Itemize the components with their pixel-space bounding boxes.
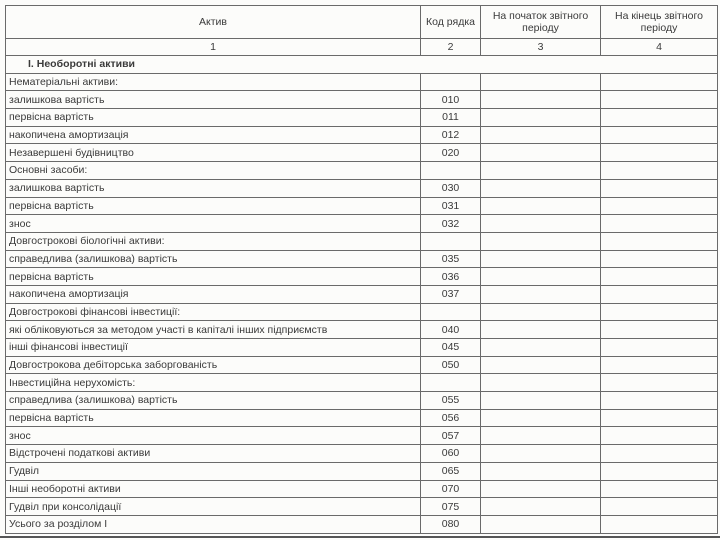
end-value-cell[interactable]	[601, 144, 718, 162]
table-row	[6, 215, 718, 233]
row-label: Основні засоби:	[6, 162, 421, 180]
end-value-cell[interactable]	[601, 427, 718, 445]
start-value-cell[interactable]	[481, 144, 601, 162]
end-value-cell[interactable]	[601, 339, 718, 357]
start-value-cell[interactable]	[481, 392, 601, 410]
row-label: інші фінансові інвестиції	[6, 339, 421, 357]
row-code: 037	[421, 285, 481, 303]
row-code: 070	[421, 480, 481, 498]
row-label: первісна вартість	[6, 109, 421, 127]
row-label: залишкова вартість	[6, 179, 421, 197]
row-code: 050	[421, 356, 481, 374]
table-row	[6, 162, 718, 180]
column-number: 4	[601, 39, 718, 56]
balance-sheet	[5, 5, 717, 534]
end-value-cell[interactable]	[601, 409, 718, 427]
end-value-cell[interactable]	[601, 515, 718, 533]
start-value-cell[interactable]	[481, 232, 601, 250]
row-code: 075	[421, 498, 481, 516]
row-label: первісна вартість	[6, 268, 421, 286]
table-row	[6, 356, 718, 374]
section-title: І. Необоротні активи	[6, 56, 718, 74]
end-value-cell[interactable]	[601, 285, 718, 303]
table-row	[6, 339, 718, 357]
row-code: 065	[421, 462, 481, 480]
table-row	[6, 445, 718, 463]
column-number-row	[6, 39, 718, 56]
start-value-cell[interactable]	[481, 445, 601, 463]
row-label: первісна вартість	[6, 197, 421, 215]
row-code: 080	[421, 515, 481, 533]
start-value-cell[interactable]	[481, 179, 601, 197]
start-value-cell[interactable]	[481, 374, 601, 392]
table-header-row	[6, 6, 718, 39]
row-code: 057	[421, 427, 481, 445]
end-value-cell[interactable]	[601, 91, 718, 109]
table-row	[6, 303, 718, 321]
end-value-cell[interactable]	[601, 197, 718, 215]
end-value-cell[interactable]	[601, 109, 718, 127]
end-value-cell[interactable]	[601, 498, 718, 516]
start-value-cell[interactable]	[481, 427, 601, 445]
row-label: накопичена амортизація	[6, 126, 421, 144]
start-value-cell[interactable]	[481, 109, 601, 127]
row-label: справедлива (залишкова) вартість	[6, 250, 421, 268]
row-code: 055	[421, 392, 481, 410]
row-code: 020	[421, 144, 481, 162]
start-value-cell[interactable]	[481, 285, 601, 303]
table-row	[6, 179, 718, 197]
table-row	[6, 480, 718, 498]
row-label: знос	[6, 215, 421, 233]
row-code: 045	[421, 339, 481, 357]
start-value-cell[interactable]	[481, 162, 601, 180]
end-value-cell[interactable]	[601, 303, 718, 321]
end-value-cell[interactable]	[601, 73, 718, 91]
table-row	[6, 498, 718, 516]
end-value-cell[interactable]	[601, 268, 718, 286]
end-value-cell[interactable]	[601, 356, 718, 374]
end-value-cell[interactable]	[601, 179, 718, 197]
start-value-cell[interactable]	[481, 73, 601, 91]
header-code: Код рядка	[421, 6, 481, 39]
start-value-cell[interactable]	[481, 321, 601, 339]
end-value-cell[interactable]	[601, 480, 718, 498]
row-code	[421, 162, 481, 180]
row-label: залишкова вартість	[6, 91, 421, 109]
end-value-cell[interactable]	[601, 162, 718, 180]
table-row	[6, 91, 718, 109]
row-label: Довгострокові біологічні активи:	[6, 232, 421, 250]
end-value-cell[interactable]	[601, 392, 718, 410]
start-value-cell[interactable]	[481, 126, 601, 144]
row-code: 012	[421, 126, 481, 144]
row-label: Нематеріальні активи:	[6, 73, 421, 91]
column-number: 1	[6, 39, 421, 56]
row-code: 010	[421, 91, 481, 109]
row-code: 060	[421, 445, 481, 463]
table-row	[6, 409, 718, 427]
row-label: Довгострокова дебіторська заборгованість	[6, 356, 421, 374]
row-label: Довгострокові фінансові інвестиції:	[6, 303, 421, 321]
end-value-cell[interactable]	[601, 232, 718, 250]
table-row	[6, 374, 718, 392]
row-label: накопичена амортизація	[6, 285, 421, 303]
row-code: 040	[421, 321, 481, 339]
end-value-cell[interactable]	[601, 445, 718, 463]
start-value-cell[interactable]	[481, 250, 601, 268]
end-value-cell[interactable]	[601, 215, 718, 233]
row-label: Гудвіл	[6, 462, 421, 480]
table-row	[6, 73, 718, 91]
bottom-rule	[0, 536, 720, 538]
start-value-cell[interactable]	[481, 339, 601, 357]
start-value-cell[interactable]	[481, 303, 601, 321]
table-row	[6, 462, 718, 480]
row-code: 035	[421, 250, 481, 268]
start-value-cell[interactable]	[481, 197, 601, 215]
start-value-cell[interactable]	[481, 462, 601, 480]
row-label: Незавершені будівництво	[6, 144, 421, 162]
table-row	[6, 321, 718, 339]
header-start-period: На початок звітного періоду	[481, 6, 601, 39]
row-code: 030	[421, 179, 481, 197]
end-value-cell[interactable]	[601, 462, 718, 480]
row-label: Інші необоротні активи	[6, 480, 421, 498]
start-value-cell[interactable]	[481, 215, 601, 233]
row-code: 011	[421, 109, 481, 127]
header-activ: Актив	[6, 6, 421, 39]
table-row	[6, 126, 718, 144]
start-value-cell[interactable]	[481, 515, 601, 533]
start-value-cell[interactable]	[481, 498, 601, 516]
table-row	[6, 250, 718, 268]
column-number: 3	[481, 39, 601, 56]
row-label: які обліковуються за методом участі в капіталі інших підприємств	[6, 321, 421, 339]
row-label: Інвестиційна нерухомість:	[6, 374, 421, 392]
end-value-cell[interactable]	[601, 374, 718, 392]
start-value-cell[interactable]	[481, 480, 601, 498]
row-label: справедлива (залишкова) вартість	[6, 392, 421, 410]
row-label: Усього за розділом І	[6, 515, 421, 533]
row-code	[421, 73, 481, 91]
row-code: 031	[421, 197, 481, 215]
table-row	[6, 515, 718, 533]
start-value-cell[interactable]	[481, 91, 601, 109]
table-row	[6, 268, 718, 286]
end-value-cell[interactable]	[601, 126, 718, 144]
start-value-cell[interactable]	[481, 268, 601, 286]
assets-table	[5, 5, 718, 534]
row-code: 056	[421, 409, 481, 427]
row-label: Відстрочені податкові активи	[6, 445, 421, 463]
row-code	[421, 232, 481, 250]
row-code: 032	[421, 215, 481, 233]
section-row	[6, 56, 718, 74]
column-number: 2	[421, 39, 481, 56]
table-row	[6, 232, 718, 250]
table-row	[6, 144, 718, 162]
end-value-cell[interactable]	[601, 321, 718, 339]
row-label: первісна вартість	[6, 409, 421, 427]
row-code	[421, 374, 481, 392]
start-value-cell[interactable]	[481, 409, 601, 427]
table-row	[6, 197, 718, 215]
table-row	[6, 392, 718, 410]
row-code	[421, 303, 481, 321]
header-end-period: На кінець звітного періоду	[601, 6, 718, 39]
table-row	[6, 285, 718, 303]
row-label: Гудвіл при консолідації	[6, 498, 421, 516]
table-row	[6, 109, 718, 127]
start-value-cell[interactable]	[481, 356, 601, 374]
table-row	[6, 427, 718, 445]
end-value-cell[interactable]	[601, 250, 718, 268]
row-label: знос	[6, 427, 421, 445]
row-code: 036	[421, 268, 481, 286]
